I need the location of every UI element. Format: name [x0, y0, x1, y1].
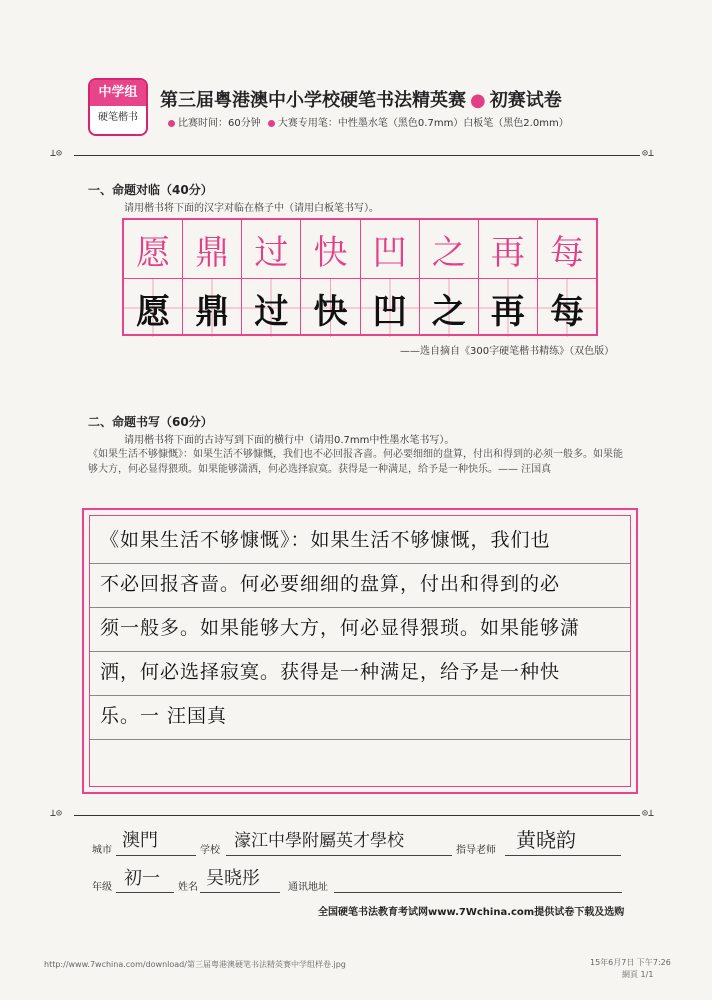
section2-instruction: 请用楷书将下面的古诗写到下面的横行中（请用0.7mm中性墨水笔书写）。	[124, 435, 455, 446]
grid-cell	[242, 220, 301, 334]
writing-line[interactable]: 须一般多。如果能够大方，何必显得猥琐。如果能够潇	[90, 604, 630, 652]
category-badge	[88, 78, 148, 136]
grade-value[interactable]: 初一	[124, 868, 160, 889]
print-url: http://www.7wchina.com/download/第三届粤港澳硬笔书法精英赛中学组样卷.jpg	[44, 960, 346, 969]
title-sub: 初赛试卷	[489, 90, 562, 111]
poem-text: 《如果生活不够慷慨》：如果生活不够慷慨，我们也不必回报吝啬。何必要细细的盘算，付出和得到的必须一般多。如果能够大方，何必显得猥琐。如果能够潇洒，何必选择寂寞。获得是一种满足，给予是一种快乐。—— 汪国真	[88, 449, 623, 475]
bullet-icon	[268, 120, 275, 127]
city-value[interactable]: 澳門	[122, 830, 158, 851]
model-char: 再	[490, 232, 525, 273]
ornament-left-bottom: ⊥⊙	[50, 808, 63, 819]
school-label: 学校	[200, 845, 220, 856]
ornament-left-top: ⊥⊙	[50, 148, 63, 159]
name-label: 姓名	[178, 882, 198, 893]
model-char: 凹	[372, 232, 407, 273]
source-note: ——选自摘自《300字硬笔楷书精练》（双色版）	[400, 346, 615, 357]
divider-top	[74, 155, 640, 156]
written-char[interactable]: 过	[242, 278, 300, 337]
written-char[interactable]: 凹	[361, 278, 419, 337]
model-char: 之	[431, 232, 466, 273]
ornament-right-bottom: ⊙⊥	[642, 808, 655, 819]
model-char: 过	[254, 232, 289, 273]
written-char[interactable]: 每	[538, 278, 596, 337]
name-underline	[200, 892, 280, 893]
badge-style: 硬笔楷书	[98, 112, 138, 123]
bullet-icon	[168, 120, 175, 127]
address-underline	[334, 892, 622, 893]
school-underline	[226, 855, 452, 856]
teacher-value[interactable]: 黄晓韵	[516, 828, 576, 852]
grid-cell	[479, 220, 538, 334]
exam-notes	[168, 114, 569, 129]
grid-cell	[124, 220, 183, 334]
city-underline	[116, 855, 196, 856]
name-value[interactable]: 吴晓彤	[206, 868, 260, 889]
model-char: 快	[313, 232, 348, 273]
title-main: 第三届粤港澳中小学校硬笔书法精英赛	[160, 90, 466, 111]
section1-title: 一、命题对临（40分）	[88, 183, 213, 197]
footer-note: 全国硬笔书法教育考试网www.7Wchina.com提供试卷下载及选购	[318, 907, 625, 918]
written-char[interactable]: 之	[420, 278, 478, 337]
badge-group: 中学组	[90, 80, 146, 106]
grid-cell	[538, 220, 596, 334]
copy-grid	[122, 218, 598, 336]
writing-box	[82, 508, 638, 794]
grade-label: 年级	[92, 882, 112, 893]
written-char[interactable]: 鼎	[183, 278, 241, 337]
title-dot: ●	[470, 90, 486, 111]
ornament-right-top: ⊙⊥	[642, 148, 655, 159]
writing-line[interactable]: 洒，何必选择寂寞。获得是一种满足，给予是一种快	[90, 648, 630, 696]
writing-area[interactable]	[89, 515, 631, 787]
model-char: 每	[549, 232, 584, 273]
section2-title: 二、命题书写（60分）	[88, 415, 213, 429]
section1-instruction: 请用楷书将下面的汉字对临在格子中（请用白板笔书写）。	[124, 203, 379, 214]
divider-bottom	[74, 815, 640, 816]
page-title	[160, 86, 562, 112]
grid-cell	[183, 220, 242, 334]
grid-cell	[301, 220, 360, 334]
writing-line[interactable]: 《如果生活不够慷慨》：如果生活不够慷慨，我们也	[90, 516, 630, 564]
address-label: 通讯地址	[288, 882, 328, 893]
written-char[interactable]: 愿	[124, 278, 182, 337]
model-char: 鼎	[195, 232, 230, 273]
grid-cell	[361, 220, 420, 334]
city-label: 城市	[92, 845, 112, 856]
writing-line[interactable]: 乐。一 汪国真	[90, 692, 630, 740]
print-time: 15年6月7日 下午7:26	[590, 958, 671, 967]
print-page: 網頁 1/1	[622, 970, 654, 979]
grid-cell	[420, 220, 479, 334]
grade-underline	[116, 892, 174, 893]
model-char: 愿	[136, 232, 171, 273]
school-value[interactable]: 濠江中學附屬英才學校	[234, 831, 404, 851]
teacher-underline	[505, 855, 621, 856]
writing-line[interactable]: 不必回报吝啬。何必要细细的盘算，付出和得到的必	[90, 560, 630, 608]
time-note: 比赛时间：60分钟	[178, 118, 261, 129]
pen-note: 大赛专用笔：中性墨水笔（黑色0.7mm）白板笔（黑色2.0mm）	[277, 118, 569, 129]
writing-line[interactable]	[90, 736, 630, 784]
teacher-label: 指导老师	[456, 845, 496, 856]
written-char[interactable]: 再	[479, 278, 537, 337]
written-char[interactable]: 快	[301, 278, 359, 337]
